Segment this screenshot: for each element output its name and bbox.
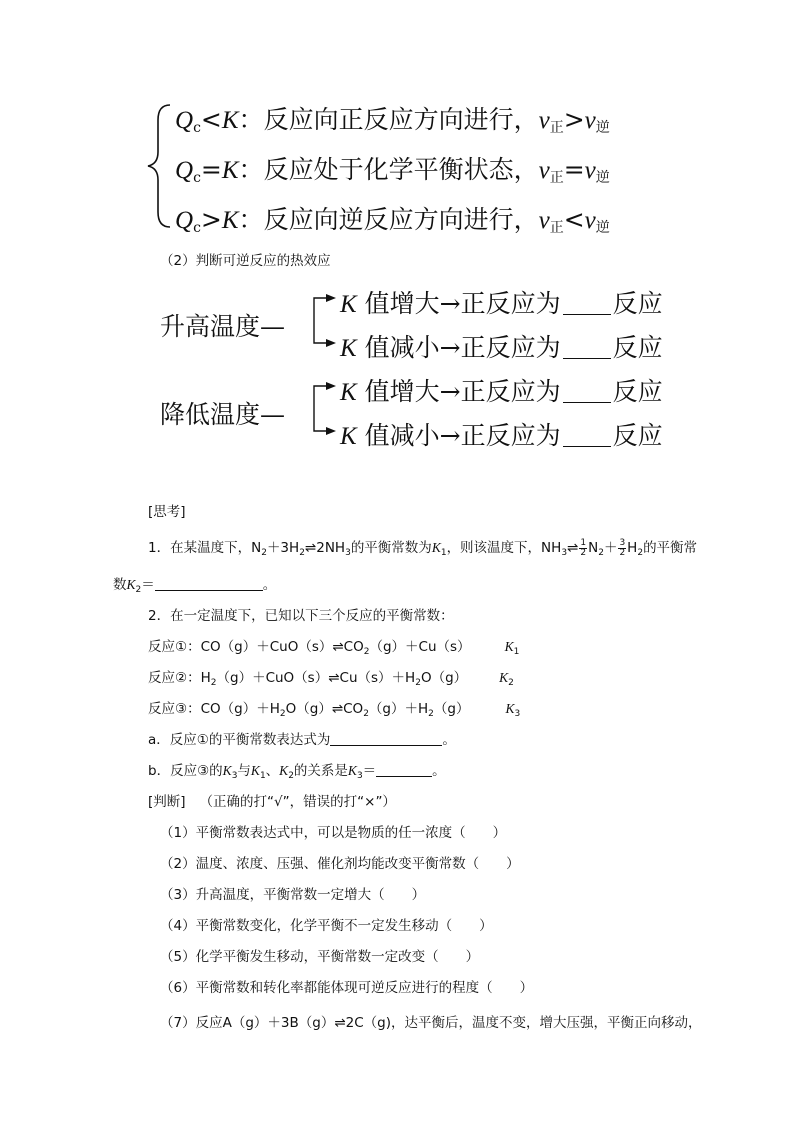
think-qa: a．反应①的平衡常数表达式为 。	[148, 732, 456, 748]
heat-root-raise: 升高温度—	[160, 312, 286, 341]
answer-blank[interactable]	[563, 376, 611, 403]
think-q1-line1: 1．在某温度下，$N_2+3H_2\rightleftharpoons 2NH_3$的平衡常数为$K_1$，则该温度下，$NH_3\rightleftharpoons$ $\frac{1}{2}$ $N_2+$ $\frac{3}{2}$ $H_2$的平衡常	[148, 537, 698, 558]
qk-rule-2: $Q_c=K$：反应处于化学平衡状态，$v_正=v_逆$	[175, 155, 610, 186]
branch-arrow-2b	[326, 427, 336, 435]
heat-branch-2-1: K 值增大→正反应为 反应	[340, 377, 663, 406]
heat-branch-2-2: K 值减小→正反应为 反应	[340, 421, 663, 450]
judge-item-3: （3）升高温度，平衡常数一定增大（ ）	[160, 887, 426, 903]
brace	[148, 105, 170, 227]
reaction-1: 反应①：$CO(g)+CuO(s)\rightleftharpoons CO_2(g)+Cu(s)$ $K_1$	[148, 639, 520, 657]
heat-branch-1-1: K 值增大→正反应为 反应	[340, 289, 663, 318]
think-qb: b．反应③的$K_3$与$K_1$、$K_2$的关系是$K_3=$ 。	[148, 763, 446, 781]
reaction-3: 反应③：$CO(g)+H_2O(g)\rightleftharpoons CO_2(g)+H_2(g)$ $K_3$	[148, 701, 521, 719]
reaction-2: 反应②：$H_2(g)+CuO(s)\rightleftharpoons Cu(s)+H_2O(g)$ $K_2$	[148, 670, 514, 688]
think-q2: 2．在一定温度下，已知以下三个反应的平衡常数：	[148, 608, 454, 624]
branch-arrow-1a	[326, 294, 336, 302]
branch-bracket-2	[314, 386, 328, 431]
answer-blank[interactable]	[563, 420, 611, 447]
judge-item-2: （2）温度、浓度、压强、催化剂均能改变平衡常数（ ）	[160, 856, 520, 872]
answer-blank[interactable]	[155, 576, 263, 591]
heat-branch-1-2: K 值减小→正反应为 反应	[340, 333, 663, 362]
branch-arrow-2a	[326, 382, 336, 390]
qk-rule-3: $Q_c>K$：反应向逆反应方向进行，$v_正<v_逆$	[175, 205, 610, 236]
judge-item-7: （7）反应A（g）＋3B（g）⇌2C（g)，达平衡后，温度不变，增大压强，平衡正向移动，	[160, 1015, 702, 1031]
answer-blank[interactable]	[376, 762, 432, 777]
judge-item-4: （4）平衡常数变化，化学平衡不一定发生移动（ ）	[160, 918, 493, 934]
judge-header: [判断] （正确的打“√”，错误的打“×”）	[148, 794, 396, 810]
answer-blank[interactable]	[330, 731, 442, 746]
branch-arrow-1b	[326, 339, 336, 347]
judge-item-6: （6）平衡常数和转化率都能体现可逆反应进行的程度（ ）	[160, 980, 534, 996]
section2-heading: （2）判断可逆反应的热效应	[160, 253, 331, 269]
qk-rule-1: $Q_c<K$：反应向正反应方向进行，$v_正>v_逆$	[175, 105, 610, 136]
heat-root-lower: 降低温度—	[160, 400, 286, 429]
judge-item-1: （1）平衡常数表达式中，可以是物质的任一浓度（ ）	[160, 825, 507, 841]
branch-bracket-1	[314, 298, 328, 343]
think-q1-line2: 数$K_2=$ 。	[113, 577, 277, 595]
answer-blank[interactable]	[563, 288, 611, 315]
judge-item-5: （5）化学平衡发生移动，平衡常数一定改变（ ）	[160, 949, 480, 965]
answer-blank[interactable]	[563, 332, 611, 359]
think-title: [思考]	[148, 504, 186, 520]
